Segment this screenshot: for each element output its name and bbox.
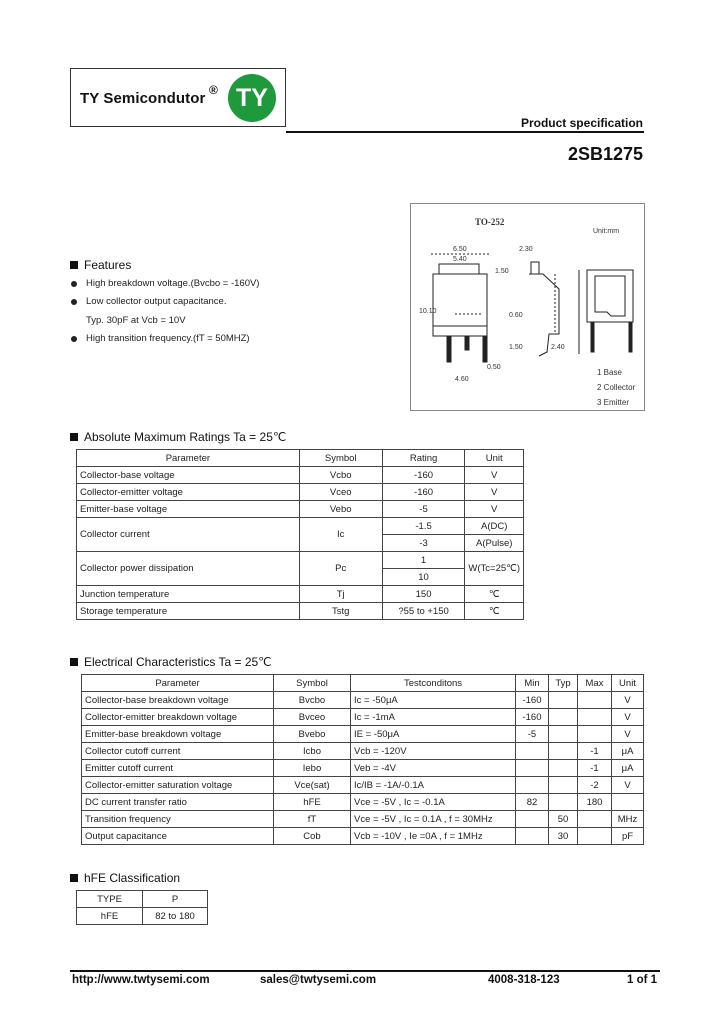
- bullet-icon: [71, 299, 77, 305]
- table-header-row: Parameter Symbol Testconditons Min Typ Max Unit: [82, 675, 644, 692]
- table-row: Collector-emitter breakdown voltage Bvceo Ic = -1mA -160 V: [82, 709, 644, 726]
- table-row: Storage temperature Tstg ?55 to +150 ℃: [77, 603, 524, 620]
- table-row: DC current transfer ratio hFE Vce = -5V , Ic = -0.1A 82 180: [82, 794, 644, 811]
- table-row: Collector-base voltage Vcbo -160 V: [77, 467, 524, 484]
- part-number: 2SB1275: [567, 144, 643, 164]
- table-row: Output capacitance Cob Vcb = -10V , Ie =0A , f = 1MHz 30 pF: [82, 828, 644, 845]
- pin-2: 2 Collector: [597, 383, 636, 392]
- table-row: Collector-emitter saturation voltage Vce(sat) Ic/IB = -1A/-0.1A -2 V: [82, 777, 644, 794]
- table-row: Transition frequency fT Vce = -5V , Ic = 0.1A , f = 30MHz 50 MHz: [82, 811, 644, 828]
- feature-item: Typ. 30pF at Vcb = 10V: [86, 315, 186, 326]
- table-row: hFE 82 to 180: [77, 908, 208, 925]
- square-bullet-icon: [70, 433, 78, 441]
- square-bullet-icon: [70, 658, 78, 666]
- footer-rule: [70, 970, 660, 972]
- table-row: Collector power dissipation Pc 1 W(Tc=25℃): [77, 552, 524, 569]
- company-name: TY Semicondutor: [80, 90, 206, 107]
- table-row: Collector cutoff current Icbo Vcb = -120V -1 μA: [82, 743, 644, 760]
- dim-c: 2.30: [519, 246, 533, 253]
- table-row: -3 A(Pulse): [77, 535, 524, 552]
- feature-item: Low collector output capacitance.: [71, 296, 226, 307]
- table-row: Emitter cutoff current Iebo Veb = -4V -1 μA: [82, 760, 644, 777]
- package-outline: [411, 204, 644, 410]
- table-row: Junction temperature Tj 150 ℃: [77, 586, 524, 603]
- footer-page: 1 of 1: [627, 974, 658, 986]
- footer-phone: 4008-318-123: [488, 974, 560, 986]
- dim-b: 5.40: [453, 256, 467, 263]
- elec-title: Electrical Characteristics Ta = 25℃: [70, 655, 272, 669]
- table-row: Collector-base breakdown voltage Bvcbo Ic = -50μA -160 V: [82, 692, 644, 709]
- square-bullet-icon: [70, 261, 78, 269]
- ty-logo: TY: [228, 74, 276, 122]
- square-bullet-icon: [70, 874, 78, 882]
- feature-item: High transition frequency.(fT = 50MHZ): [71, 333, 250, 344]
- package-diagram: [410, 203, 645, 411]
- package-name: TO-252: [475, 217, 505, 227]
- dim-e: 10.10: [419, 308, 437, 315]
- elec-table: [81, 674, 644, 845]
- dim-g: 0.50: [487, 364, 501, 371]
- features-title: Features: [70, 258, 131, 272]
- header-rule: [286, 131, 644, 133]
- pin-1: 1 Base: [597, 368, 622, 377]
- hfe-title: hFE Classification: [70, 871, 180, 885]
- table-header-row: Parameter Symbol Rating Unit: [77, 450, 524, 467]
- abs-max-table: [76, 449, 524, 620]
- table-row: Collector-emitter voltage Vceo -160 V: [77, 484, 524, 501]
- pin-3: 3 Emitter: [597, 398, 630, 407]
- unit-label: Unit:mm: [593, 228, 620, 235]
- feature-item: High breakdown voltage.(Bvcbo = -160V): [71, 278, 259, 289]
- table-row: Emitter-base voltage Vebo -5 V: [77, 501, 524, 518]
- bullet-icon: [71, 281, 77, 287]
- table-row: Collector current Ic -1.5 A(DC): [77, 518, 524, 535]
- table-header-row: TYPE P: [77, 891, 208, 908]
- dim-d: 1.50: [495, 268, 509, 275]
- table-row: Emitter-base breakdown voltage Bvebo IE = -50μA -5 V: [82, 726, 644, 743]
- dim-j: 1.50: [509, 344, 523, 351]
- dim-f: 4.60: [455, 376, 469, 383]
- dim-h: 2.40: [551, 344, 565, 351]
- dim-a: 6.50: [453, 246, 467, 253]
- dim-i: 0.60: [509, 312, 523, 319]
- table-row: 10: [77, 569, 524, 586]
- bullet-icon: [71, 336, 77, 342]
- footer-email[interactable]: sales@twtysemi.com: [260, 974, 377, 986]
- registered-mark: ®: [209, 83, 218, 97]
- footer-website[interactable]: http://www.twtysemi.com: [72, 974, 210, 986]
- doc-type: Product specification: [520, 116, 643, 130]
- hfe-table: [76, 890, 208, 925]
- abs-max-title: Absolute Maximum Ratings Ta = 25℃: [70, 430, 286, 444]
